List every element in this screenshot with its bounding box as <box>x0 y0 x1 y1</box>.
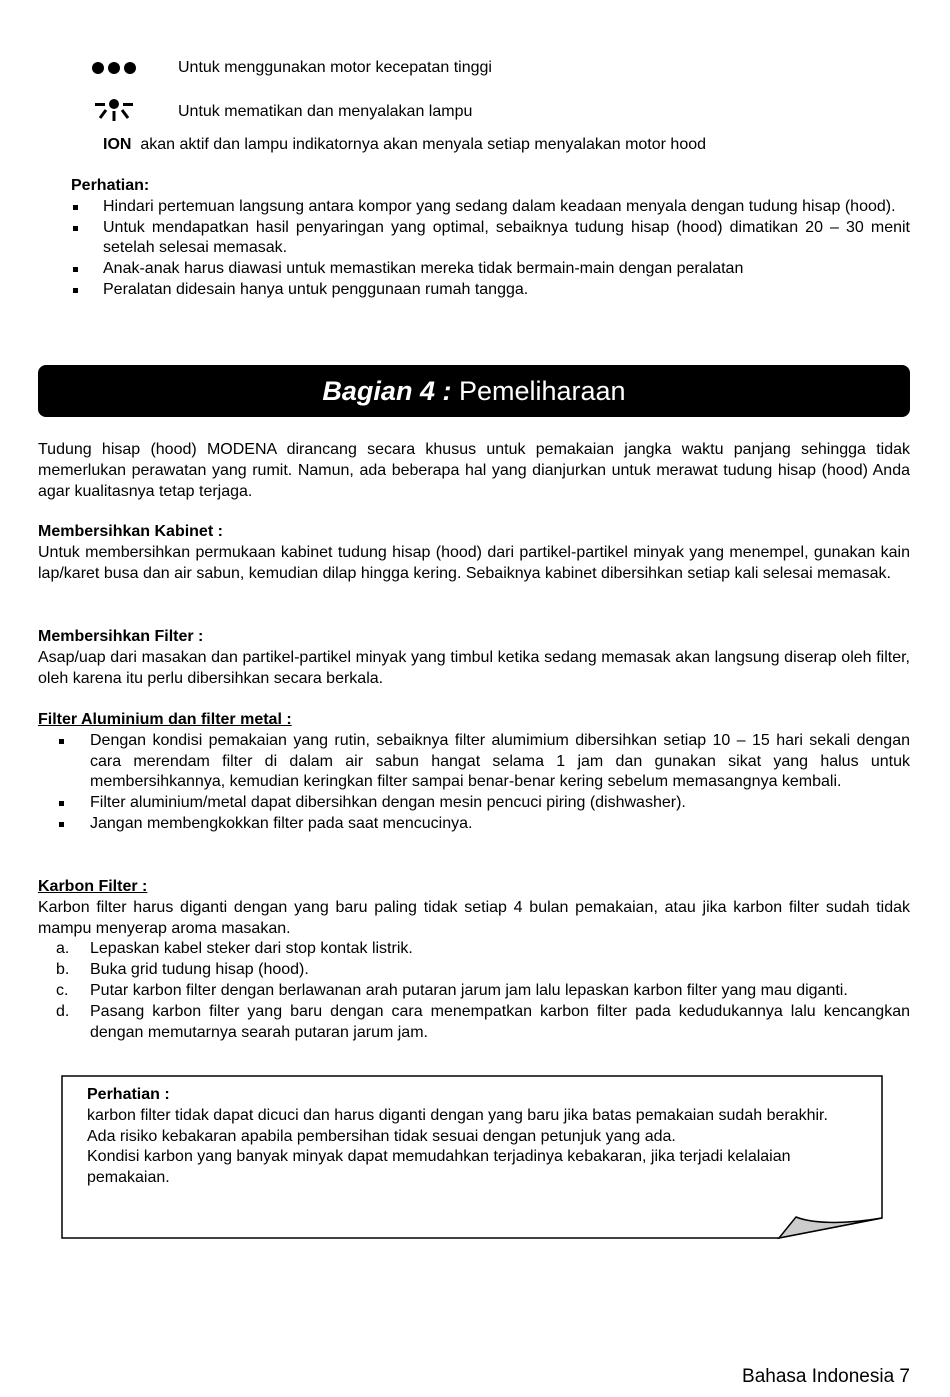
list-item: Jangan membengkokkan filter pada saat mencucinya. <box>38 814 910 835</box>
ion-text: akan aktif dan lampu indikatornya akan menyala setiap menyalakan motor hood <box>140 136 707 153</box>
note-box <box>61 1075 882 1238</box>
list-item: Dengan kondisi pemakaian yang rutin, sebaiknya filter alumimium dibersihkan setiap 10 – 15 hari sekali dengan cara merendam filter di dalam air sabun hangat selama 1 jam dan gunakan sikat yang halus untuk membersihkannya, kemudian keringkan filter sampai benar-benar kering sebelum memasangnya kembali. <box>38 731 910 793</box>
lamp-icon <box>90 98 140 124</box>
paragraph: Untuk membersihkan permukaan kabinet tudung hisap (hood) dari partikel-partikel minyak yang menempel, gunakan kain lap/karet busa dan air sabun, kemudian dilap hingga kering. Sebaiknya kabinet dibersihkan setiap kali selesai memasak. <box>38 543 910 582</box>
step-item <box>38 1002 910 1044</box>
note-line: Kondisi karbon yang banyak minyak dapat memudahkan terjadinya kebakaran, jika terjadi kelalaian pemakaian. <box>87 1148 791 1187</box>
step-marker: b. <box>56 961 70 979</box>
icon-row-lamp <box>0 98 950 122</box>
step-item <box>38 939 910 960</box>
kabinet-section <box>38 522 910 584</box>
aluminium-section <box>38 710 910 835</box>
step-item <box>38 960 910 981</box>
paragraph: Karbon filter harus diganti dengan yang baru paling tidak setiap 4 bulan pemakaian, atau jika karbon filter sudah tidak mampu menyerap aroma masakan. <box>38 898 910 937</box>
list-item: Filter aluminium/metal dapat dibersihkan dengan mesin pencuci piring (dishwasher). <box>38 793 910 814</box>
step-marker: d. <box>56 1002 70 1020</box>
note-line: Ada risiko kebakaran apabila pembersihan tidak sesuai dengan petunjuk yang ada. <box>87 1127 676 1145</box>
step-text: Buka grid tudung hisap (hood). <box>90 961 309 979</box>
step-text: Pasang karbon filter yang baru dengan cara menempatkan karbon filter pada kedudukannya lalu kencangkan dengan memutarnya searah putaran jarum jam. <box>90 1002 910 1041</box>
three-dots-icon <box>90 56 140 76</box>
warning-section <box>38 176 910 301</box>
list-item: Peralatan didesain hanya untuk penggunaan rumah tangga. <box>38 280 910 301</box>
banner-number: Bagian 4 : <box>322 376 452 406</box>
icon-row-high-speed <box>0 56 950 80</box>
ion-label: ION <box>103 136 132 153</box>
section-heading: Karbon Filter : <box>38 878 148 895</box>
section-heading: Membersihkan Filter : <box>38 628 204 645</box>
ion-row <box>103 135 706 156</box>
step-marker: a. <box>56 940 70 958</box>
list-item: Hindari pertemuan langsung antara kompor yang sedang dalam keadaan menyala dengan tudung hisap (hood). <box>38 197 910 218</box>
note-title: Perhatian : <box>87 1086 170 1103</box>
paragraph: Asap/uap dari masakan dan partikel-partikel minyak yang timbul ketika sedang memasak akan langsung diserap oleh filter, oleh karena itu perlu dibersihkan secara berkala. <box>38 648 910 687</box>
icon-description: Untuk menggunakan motor kecepatan tinggi <box>178 59 492 76</box>
filter-section <box>38 627 910 689</box>
step-marker: c. <box>56 981 69 999</box>
section-heading: Filter Aluminium dan filter metal : <box>38 711 292 728</box>
list-item: Untuk mendapatkan hasil penyaringan yang optimal, sebaiknya tudung hisap (hood) dimatikan 20 – 30 menit setelah selesai memasak. <box>38 218 910 260</box>
step-text: Putar karbon filter dengan berlawanan arah putaran jarum jam lalu lepaskan karbon filter yang mau diganti. <box>90 981 848 999</box>
step-text: Lepaskan kabel steker dari stop kontak listrik. <box>90 940 413 958</box>
warning-title: Perhatian: <box>71 177 150 194</box>
intro-paragraph: Tudung hisap (hood) MODENA dirancang secara khusus untuk pemakaian jangka waktu panjang sehingga tidak memerlukan perawatan yang rumit. Namun, ada beberapa hal yang dianjurkan untuk merawat tudung hisap (hood) Anda agar kualitasnya tetap terjaga. <box>38 441 910 500</box>
section-heading: Membersihkan Kabinet : <box>38 523 223 540</box>
list-item: Anak-anak harus diawasi untuk memastikan mereka tidak bermain-main dengan peralatan <box>38 259 910 280</box>
karbon-section <box>38 877 910 1043</box>
icon-description: Untuk mematikan dan menyalakan lampu <box>178 103 473 120</box>
page-footer: Bahasa Indonesia 7 <box>742 1366 910 1387</box>
section-banner <box>38 365 910 417</box>
note-line: karbon filter tidak dapat dicuci dan harus diganti dengan yang baru jika batas pemakaian sudah berakhir. <box>87 1106 828 1124</box>
step-item <box>38 981 910 1002</box>
banner-title: Pemeliharaan <box>451 376 626 406</box>
